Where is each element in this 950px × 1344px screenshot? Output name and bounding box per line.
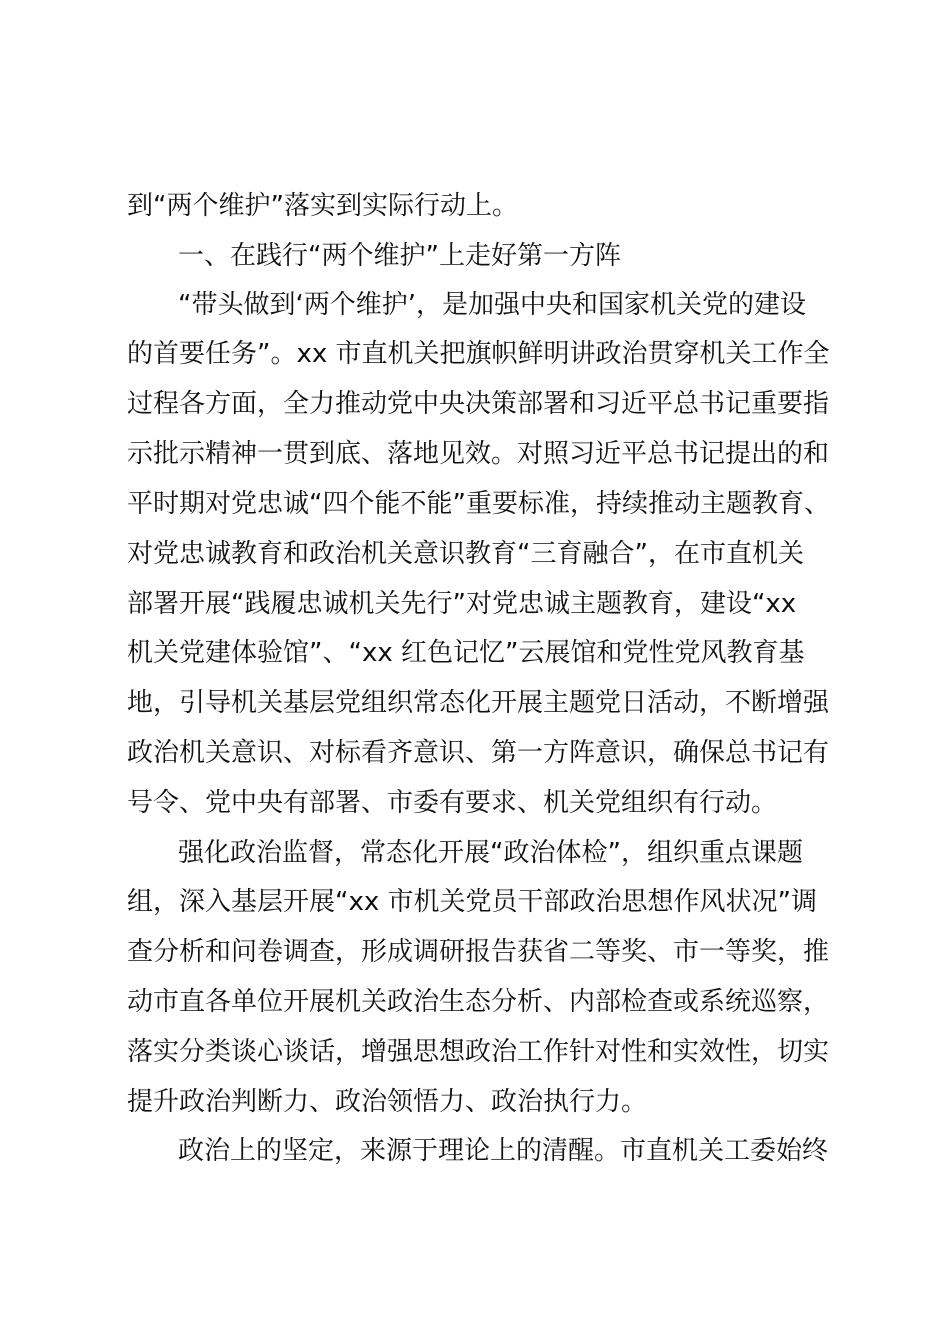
text-line: 强化政治监督，常态化开展“政治体检”，组织重点课题 [178, 838, 803, 868]
section-heading: 一、在践行“两个维护”上走好第一方阵 [178, 241, 621, 271]
text-line: 动市直各单位开展机关政治生态分析、内部检查或系统巡察， [127, 987, 830, 1017]
text-line: 过程各方面，全力推动党中央决策部署和习近平总书记重要指 [127, 389, 830, 419]
text-line: 的首要任务”。xx 市直机关把旗帜鲜明讲政治贯穿机关工作全 [127, 339, 830, 369]
text-line: 政治上的坚定，来源于理论上的清醒。市直机关工委始终 [178, 1136, 829, 1166]
text-line: 组，深入基层开展“xx 市机关党员干部政治思想作风状况”调 [127, 887, 817, 917]
text-line: 号令、党中央有部署、市委有要求、机关党组织有行动。 [127, 788, 778, 818]
text-line: 地，引导机关基层党组织常态化开展主题党日活动，不断增强 [127, 688, 830, 718]
text-line: 平时期对党忠诚“四个能不能”重要标准，持续推动主题教育、 [127, 489, 830, 519]
text-line: “带头做到‘两个维护’，是加强中央和国家机关党的建设 [178, 290, 806, 320]
text-line: 提升政治判断力、政治领悟力、政治执行力。 [127, 1087, 648, 1117]
text-line: 对党忠诚教育和政治机关意识教育“三育融合”，在市直机关 [127, 539, 804, 569]
text-line: 到“两个维护”落实到实际行动上。 [127, 191, 518, 221]
text-line: 部署开展“践履忠诚机关先行”对党忠诚主题教育，建设“xx [127, 589, 797, 619]
text-line: 机关党建体验馆”、“xx 红色记忆”云展馆和党性党风教育基 [127, 638, 805, 668]
text-line: 查分析和问卷调查，形成调研报告获省二等奖、市一等奖，推 [127, 937, 830, 967]
text-line: 政治机关意识、对标看齐意识、第一方阵意识，确保总书记有 [127, 738, 830, 768]
text-line: 落实分类谈心谈话，增强思想政治工作针对性和实效性，切实 [127, 1037, 830, 1067]
text-line: 示批示精神一贯到底、落地见效。对照习近平总书记提出的和 [127, 439, 830, 469]
